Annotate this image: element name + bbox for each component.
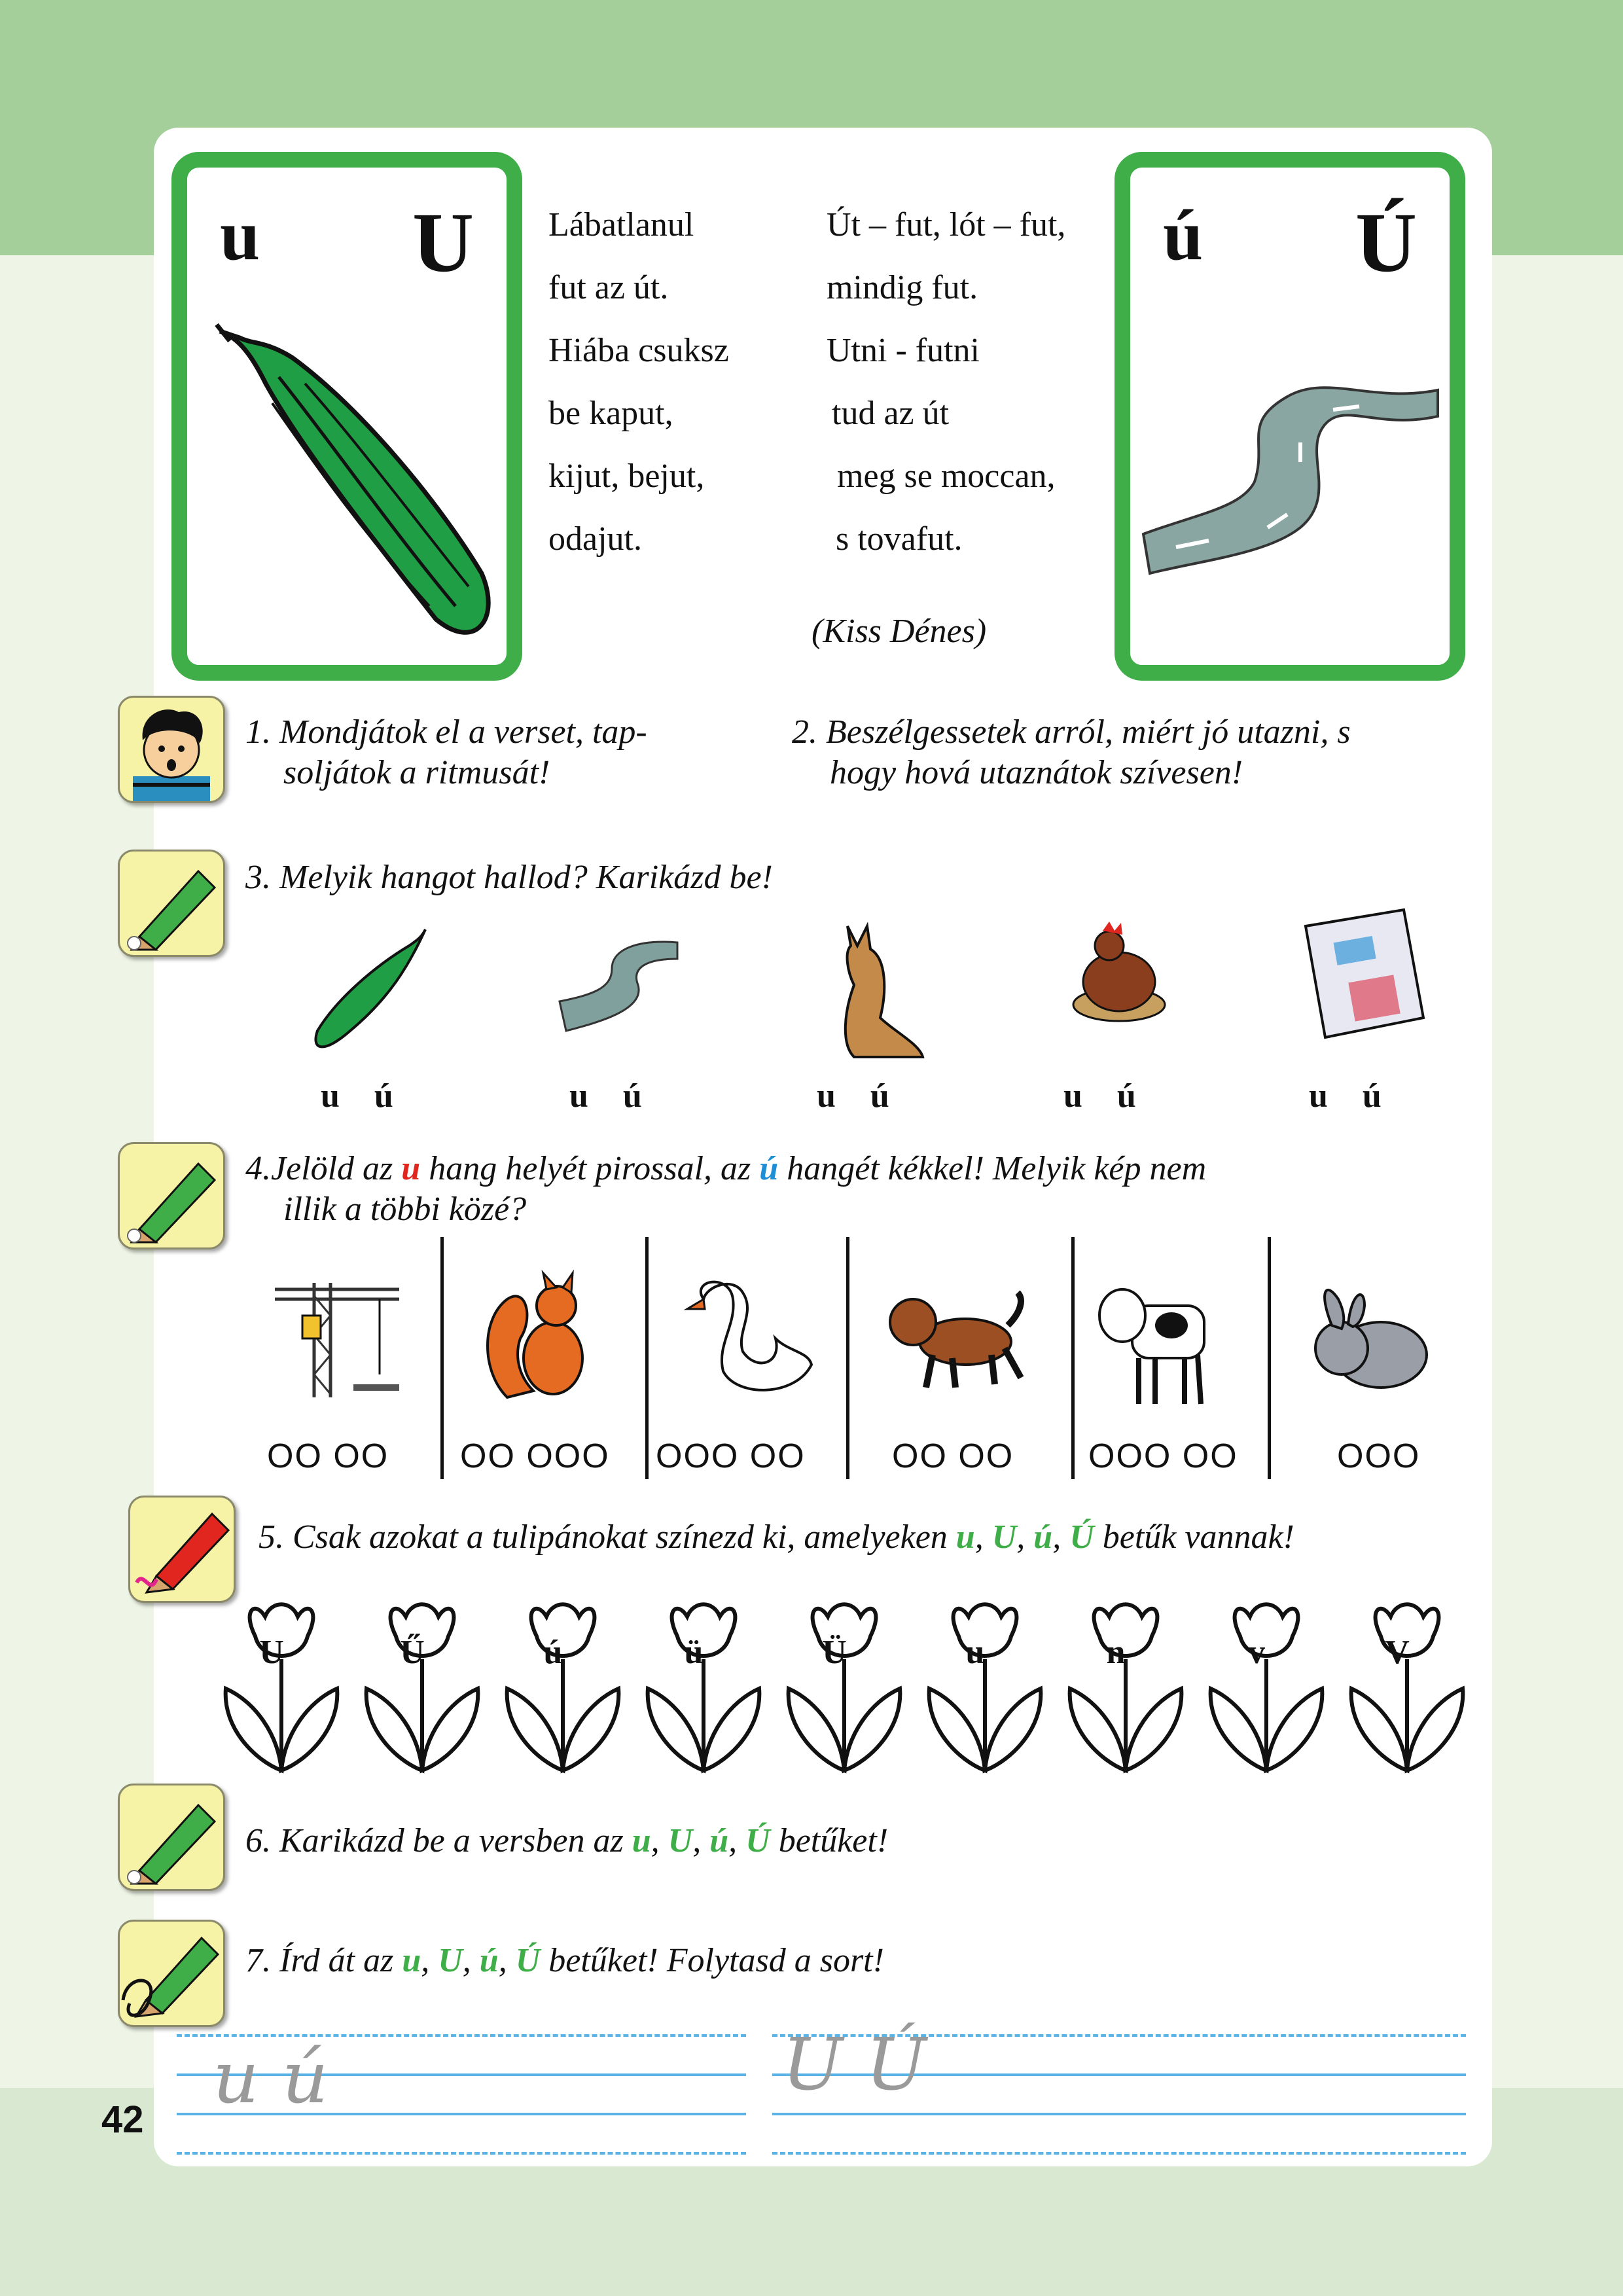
syllable-circles-3[interactable]: OOO OO [656,1437,806,1475]
exercise-1 [245,712,647,793]
card-uppercase: U [412,196,474,290]
exercise-number: 2. [792,713,817,751]
poem-line: Hiába csuksz [548,332,729,369]
choice-u-ua-5[interactable]: u ú [1309,1077,1382,1115]
ex6-text-part: 6. Karikázd be a versben az [245,1822,632,1859]
poem-line: tud az út [832,395,950,432]
ex5-text-part: 5. Csak azokat a tulipánokat színezd ki, amelyeken [259,1518,956,1556]
choice-u-ua-4[interactable]: u ú [1063,1077,1136,1115]
poem-line: s tovafut. [836,520,963,558]
poem-column-2 [827,194,1065,571]
exercise-2 [792,712,1351,793]
green-letter: U [991,1518,1017,1556]
swan-picture [677,1273,818,1404]
squirrel-picture [481,1266,596,1404]
exercise-4-line2: illik a többi közé? [283,1191,527,1228]
red-crayon-icon [128,1496,236,1603]
writing-line-dashed [772,2152,1466,2155]
ex4-text-part: hang helyét pirossal, az [420,1150,760,1187]
poem-line: Út – fut, lót – fut, [827,206,1066,243]
green-letter: Ú [515,1942,541,1979]
poem-line: Lábatlanul [548,206,694,243]
exercise-2-line1: Beszélgessetek arról, miért jó utazni, s [826,713,1351,751]
exercise-3-instruction: 3. Melyik hangot hallod? Karikázd be! [245,859,773,896]
exercise-1-line1: Mondjátok el a verset, tap- [279,713,647,751]
poem-line: mindig fut. [827,269,978,306]
red-u-letter: u [401,1150,421,1187]
kangaroo-picture [808,913,926,1064]
choice-u-ua-1[interactable]: u ú [321,1077,393,1115]
tulip-7[interactable] [1060,1597,1191,1780]
choice-u-ua-3[interactable]: u ú [817,1077,889,1115]
green-letter: ú [479,1942,499,1979]
road-picture-small [553,923,684,1060]
tulip-2[interactable] [357,1597,488,1780]
separator: , [651,1822,668,1859]
tulip-letter: v [1248,1634,1265,1671]
green-letter: ú [1033,1518,1053,1556]
green-letter: U [438,1942,463,1979]
separator: , [462,1942,480,1979]
tulip-letter: U [259,1634,284,1671]
exercise-2-line2: hogy hová utaznátok szívesen! [830,754,1243,791]
tulip-letter: ü [684,1634,704,1671]
ex5-text-part: betűk vannak! [1094,1518,1294,1556]
rabbit-picture [1299,1280,1436,1397]
card-lowercase: ú [1163,195,1204,275]
green-letter: u [955,1518,975,1556]
syllable-circles-5[interactable]: OOO OO [1088,1437,1238,1475]
tulip-letter: n [1106,1634,1126,1671]
tracing-sample-uppercase[interactable]: U Ú [782,2022,927,2106]
calf-picture [1093,1280,1214,1410]
ex4-text-part: 4.Jelöld az [245,1150,402,1187]
road-picture [1137,364,1444,586]
hen-picture [1063,916,1175,1028]
crane-picture [268,1270,406,1401]
cucumber-picture [200,312,495,645]
speaking-child-icon [118,696,225,803]
page-number: 42 [101,2098,144,2141]
green-letter: u [402,1942,421,1979]
exercise-1-line2: soljátok a ritmusát! [283,754,550,791]
column-divider [645,1237,649,1479]
exercise-number: 1. [245,713,271,751]
poem-line: meg se moccan, [837,457,1056,495]
letter-card-ua [1115,152,1465,681]
dog-picture [880,1286,1031,1391]
tulip-4[interactable] [638,1597,769,1780]
ex6-text-part: betűket! [770,1822,889,1859]
separator: , [421,1942,438,1979]
separator: , [974,1518,992,1556]
tulip-3[interactable] [497,1597,628,1780]
pencil-icon [118,1142,225,1249]
tulip-letter: Ű [400,1634,425,1671]
ex7-text-part: 7. Írd át az [245,1942,402,1979]
card-lowercase: u [220,195,260,275]
green-letter: u [632,1822,651,1859]
green-letter: ú [709,1822,729,1859]
writing-pencil-icon [118,1920,225,2027]
exercise-5-instruction [259,1517,1294,1558]
green-letter: U [668,1822,693,1859]
tulip-1[interactable] [216,1597,347,1780]
ex4-text-part: hangét kékkel! Melyik kép nem [778,1150,1207,1187]
poem-line: odajut. [548,520,642,558]
writing-line [772,2113,1466,2115]
syllable-circles-6[interactable]: OOO [1337,1437,1421,1475]
writing-line-dashed [177,2152,746,2155]
syllable-circles-4[interactable]: OO OO [892,1437,1014,1475]
pencil-icon [118,1784,225,1891]
tulip-6[interactable] [919,1597,1050,1780]
separator: , [498,1942,516,1979]
pencil-icon [118,850,225,957]
poem-column-1 [548,194,729,571]
poem-line: kijut, bejut, [548,457,705,495]
separator: , [1016,1518,1034,1556]
column-divider [440,1237,444,1479]
newspaper-picture [1299,906,1430,1044]
tulip-letter: V [1385,1634,1410,1671]
green-letter: Ú [1069,1518,1094,1556]
separator: , [692,1822,710,1859]
tulip-9[interactable] [1342,1597,1472,1780]
poem-line: be kaput, [548,395,673,432]
blue-ua-letter: ú [759,1150,779,1187]
ex7-text-part: betűket! Folytasd a sort! [540,1942,884,1979]
choice-u-ua-2[interactable]: u ú [569,1077,642,1115]
syllable-circles-2[interactable]: OO OOO [460,1437,610,1475]
tulip-letter: Ü [822,1634,847,1671]
column-divider [846,1237,849,1479]
letter-card-u [171,152,522,681]
column-divider [1071,1237,1075,1479]
tulip-8[interactable] [1201,1597,1332,1780]
poem-line: fut az út. [548,269,669,306]
poem-author: (Kiss Dénes) [812,613,987,650]
tracing-sample-lowercase[interactable]: u ú [213,2036,329,2119]
exercise-6-instruction [245,1821,888,1861]
column-divider [1268,1237,1271,1479]
exercise-4-instruction [245,1149,1206,1230]
tulip-letter: ú [543,1634,563,1671]
cucumber-picture-small [311,926,435,1064]
tulip-letter: u [965,1634,985,1671]
card-uppercase: Ú [1355,196,1417,290]
tulip-5[interactable] [779,1597,910,1780]
poem-line: Utni - futni [827,332,980,369]
separator: , [1052,1518,1070,1556]
separator: , [728,1822,746,1859]
exercise-7-instruction [245,1941,884,1981]
green-letter: Ú [745,1822,770,1859]
syllable-circles-1[interactable]: OO OO [267,1437,389,1475]
